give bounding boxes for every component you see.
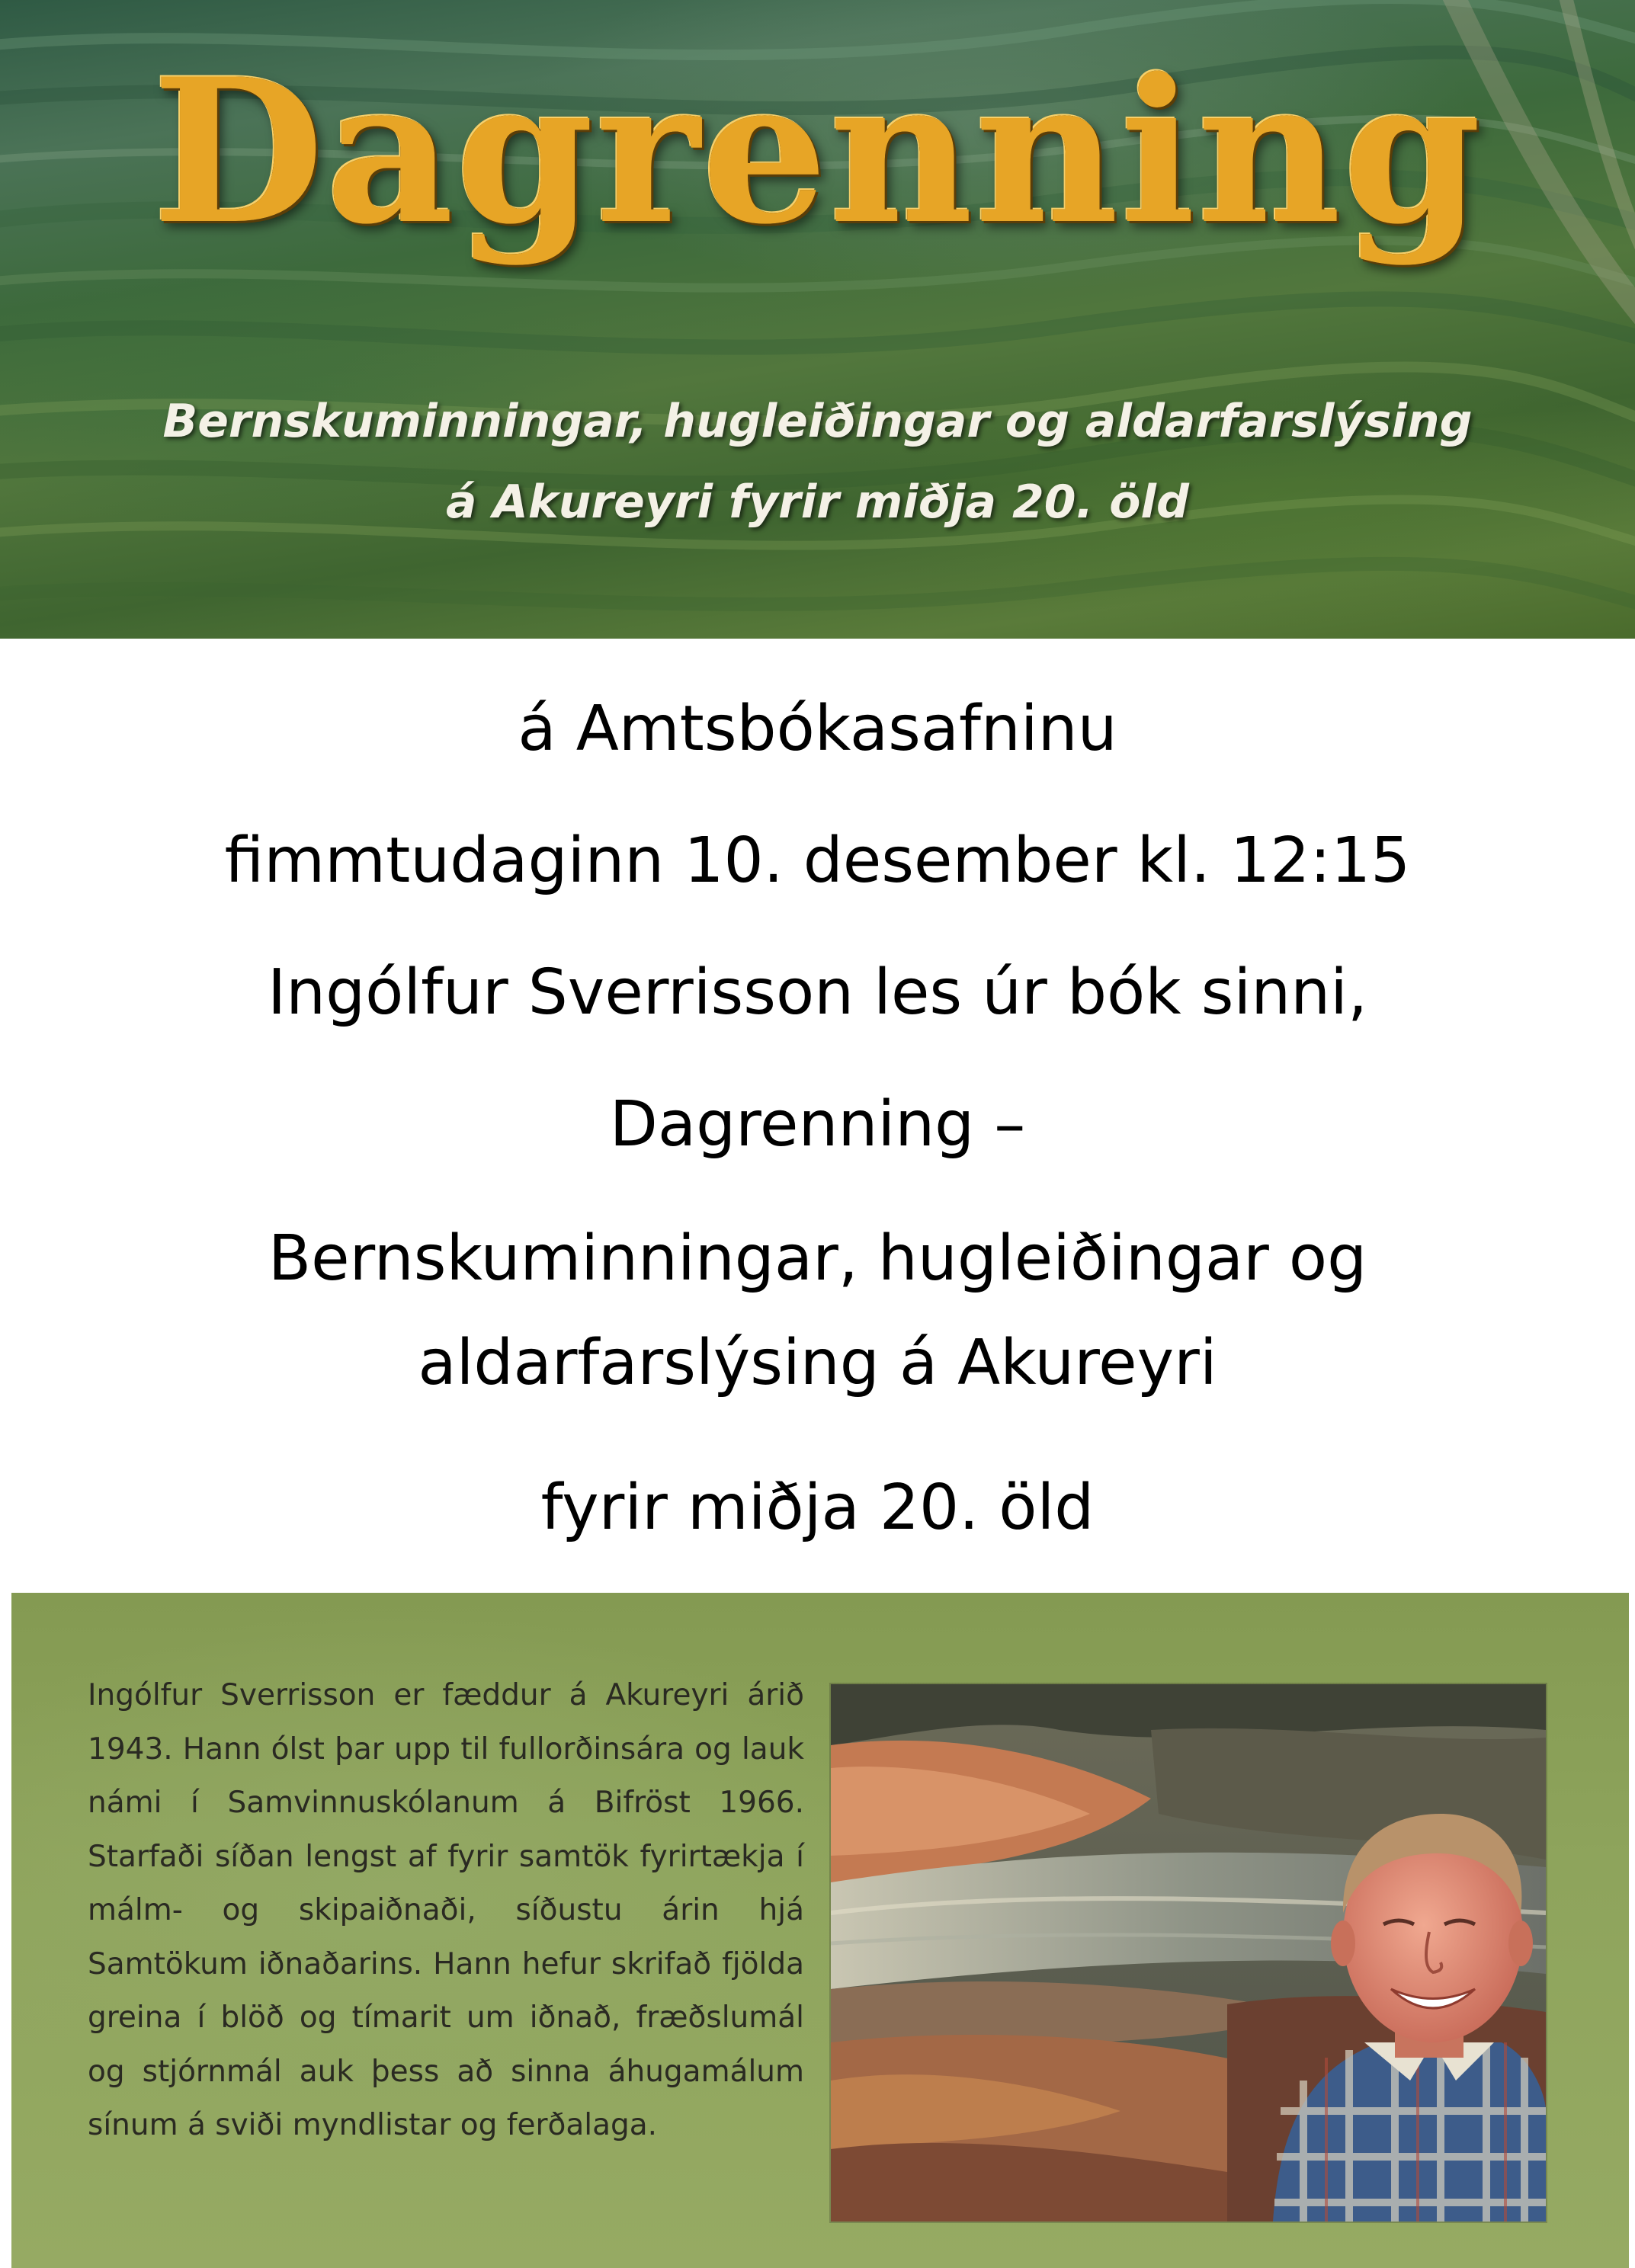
book-subtitle xyxy=(0,381,1635,543)
book-cover-banner xyxy=(0,0,1635,639)
book-subtitle-line-1: Bernskuminningar, hugleiðingar og aldarfarslýsing xyxy=(162,395,1473,448)
event-book-title: Dagrenning – xyxy=(609,1088,1026,1161)
book-subtitle-line-2: á Akureyri fyrir miðja 20. öld xyxy=(446,476,1189,529)
author-bio-text: Ingólfur Sverrisson er fæddur á Akureyri árið 1943. Hann ólst þar upp til fullorðinsára og lauk námi í Samvinnuskólanum á Bifröst 1966. Starfaði síðan lengst af fyrir samtök fyrirtækja í málm- og skipaiðnaði, síðustu árin hjá Samtökum iðnaðarins. Hann hefur skrifað fjölda greina í blöð og tímarit um iðnað, fræðslumál og stjórnmál auk þess að sinna áhugamálum sínum á sviði myndlistar og ferðalaga. xyxy=(88,1678,804,2142)
event-venue: á Amtsbókasafninu xyxy=(518,693,1117,765)
event-reader: Ingólfur Sverrisson les úr bók sinni, xyxy=(267,956,1368,1029)
event-date-time: fimmtudaginn 10. desember kl. 12:15 xyxy=(224,825,1411,897)
author-bio-panel xyxy=(11,1593,1629,2268)
author-portrait-photo xyxy=(831,1684,1546,2222)
book-title: Dagrenning xyxy=(152,36,1483,268)
event-book-subtitle-line-3: fyrir miðja 20. öld xyxy=(540,1472,1095,1544)
event-book-subtitle-line-2: aldarfarslýsing á Akureyri xyxy=(418,1327,1217,1399)
event-book-subtitle-line-1: Bernskuminningar, hugleiðingar og xyxy=(268,1222,1367,1295)
